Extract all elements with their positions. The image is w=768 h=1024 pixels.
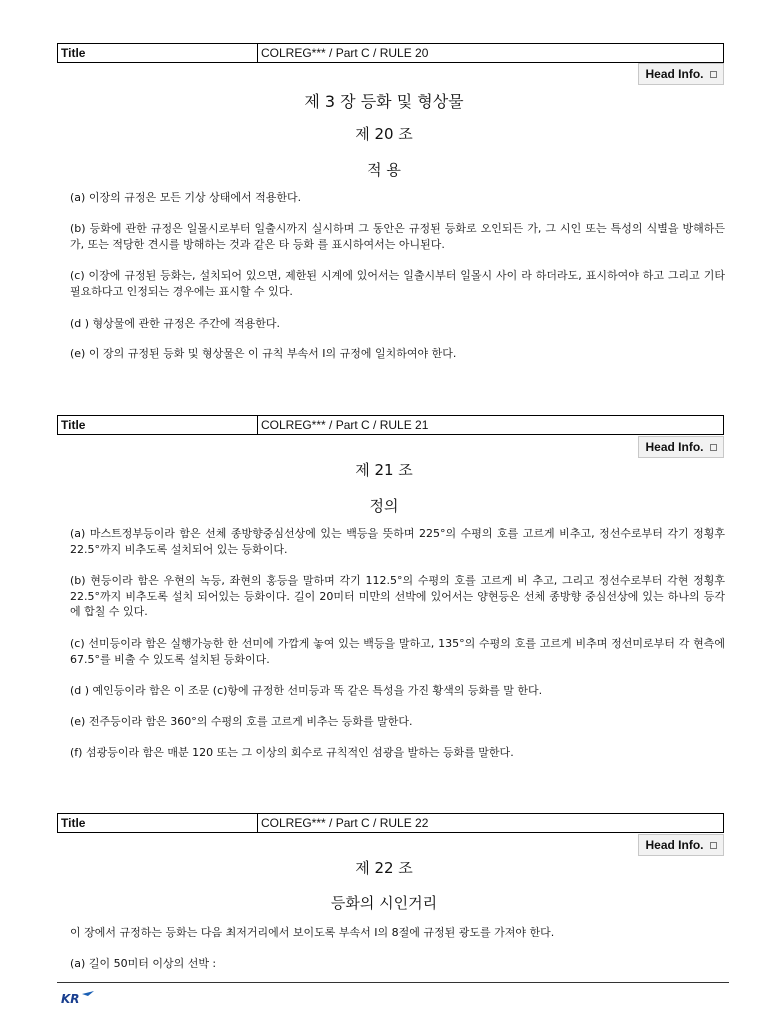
paragraph: (a) 이장의 규정은 모든 기상 상태에서 적용한다. [70, 191, 302, 204]
footer-divider [57, 982, 729, 983]
paragraph: (a) 길이 50미터 이상의 선박 : [70, 957, 217, 970]
paragraph: (f) 섬광등이라 함은 매분 120 또는 그 이상의 회수로 규칙적인 섬광을 발하는 등화를 말한다. [70, 746, 514, 759]
logo-swoosh [82, 991, 94, 996]
expand-box-icon [710, 842, 717, 849]
expand-box-icon [710, 71, 717, 78]
section-subtitle: 적 용 [367, 161, 401, 179]
head-info-label: Head Info. [645, 440, 704, 454]
paragraph: 이 장에서 규정하는 등화는 다음 최저거리에서 보이도록 부속서 Ⅰ의 8절에 규정된 광도를 가져야 한다. [70, 926, 555, 939]
title-label: Title [58, 44, 258, 62]
section-subtitle: 정의 [369, 497, 399, 515]
chapter-heading: 제 3 장 등화 및 형상물 [304, 92, 464, 111]
section-subtitle: 등화의 시인거리 [330, 894, 438, 912]
paragraph: (b) 등화에 관한 규정은 일몰시로부터 일출시까지 실시하며 그 동안은 규정된 등화로 오인되든 가, 그 시인 또는 특성의 식별을 방해하든가, 또는 적당한 견시를 방해하는 것과 같은 타 등화 를 표시하여서는 아니된다. [70, 222, 725, 251]
expand-box-icon [710, 444, 717, 451]
head-info-button[interactable] [638, 834, 724, 856]
title-bar-rule20 [57, 43, 724, 63]
kr-logo-text: KR [61, 992, 80, 1006]
article-heading: 제 21 조 [355, 461, 413, 479]
kr-logo-icon [60, 990, 100, 1006]
paragraph: (a) 마스트정부등이라 함은 선체 종방향중심선상에 있는 백등을 뜻하며 225°의 수평의 호를 고르게 비추고, 정선수로부터 각기 정횡후 22.5°까지 비추도록 설치되어 있는 등화이다. [70, 527, 725, 556]
paragraph: (b) 현등이라 함은 우현의 녹등, 좌현의 홍등을 말하며 각기 112.5°의 수평의 호를 고르게 비 추고, 그리고 정선수로부터 각현 정횡후 22.5°까지 비추도록 설치 되어있는 등화이다. 길이 20미터 미만의 선박에 있어서는 양현등은 선체 종방향 중심선상에 있는 하나의 등각에 합칠 수 있다. [70, 574, 725, 618]
title-bar-rule21 [57, 415, 724, 435]
title-value: COLREG*** / Part C / RULE 22 [261, 816, 429, 830]
title-label: Title [58, 416, 258, 434]
head-info-button[interactable] [638, 436, 724, 458]
title-value: COLREG*** / Part C / RULE 20 [261, 46, 429, 60]
title-value: COLREG*** / Part C / RULE 21 [261, 418, 429, 432]
paragraph: (c) 선미등이라 함은 실행가능한 한 선미에 가깝게 놓여 있는 백등을 말하고, 135°의 수평의 호를 고르게 비추며 정선미로부터 각 현측에 67.5°를 비출 수 있도록 설치된 등화이다. [70, 637, 725, 666]
paragraph: (d ) 예인등이라 함은 이 조문 (c)항에 규정한 선미등과 똑 같은 특성을 가진 황색의 등화를 말 한다. [70, 684, 543, 697]
article-heading: 제 22 조 [355, 859, 413, 877]
head-info-button[interactable] [638, 63, 724, 85]
paragraph: (d ) 형상물에 관한 규정은 주간에 적용한다. [70, 317, 281, 330]
paragraph: (e) 이 장의 규정된 등화 및 형상물은 이 규칙 부속서 I의 규정에 일치하여야 한다. [70, 347, 457, 360]
paragraph: (c) 이장에 규정된 등화는, 설치되어 있으면, 제한된 시계에 있어서는 일출시부터 일몰시 사이 라 하더라도, 표시하여야 하고 그리고 기타 필요하다고 인정되는 경우에는 표시할 수 있다. [70, 269, 725, 298]
article-heading: 제 20 조 [355, 125, 413, 143]
head-info-label: Head Info. [645, 67, 704, 81]
title-bar-rule22 [57, 813, 724, 833]
head-info-label: Head Info. [645, 838, 704, 852]
paragraph: (e) 전주등이라 함은 360°의 수평의 호를 고르게 비추는 등화를 말한다. [70, 715, 413, 728]
title-label: Title [58, 814, 258, 832]
